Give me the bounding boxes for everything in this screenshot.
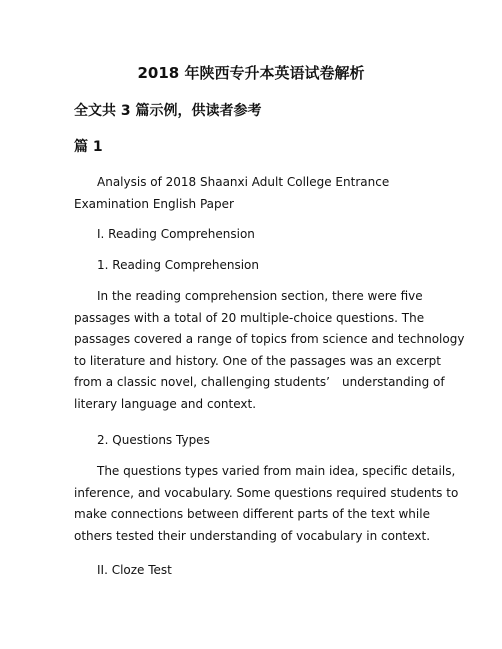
paragraph-line: Analysis of 2018 Shaanxi Adult College Entrance bbox=[97, 175, 390, 189]
reading-paragraph bbox=[74, 286, 465, 415]
heading-reading-comprehension: I. Reading Comprehension bbox=[97, 227, 255, 241]
paragraph-line: passages covered a range of topics from science and technology bbox=[74, 332, 465, 346]
subheading-reading-comprehension: 1. Reading Comprehension bbox=[97, 258, 259, 272]
paragraph-line: passages with a total of 20 multiple-choice questions. The bbox=[74, 310, 425, 325]
paragraph-line: make connections between different parts of the text while bbox=[74, 507, 430, 521]
subheading-question-types: 2. Questions Types bbox=[97, 433, 210, 447]
question-types-paragraph bbox=[74, 461, 459, 547]
paragraph-line: inference, and vocabulary. Some questions required students to bbox=[74, 485, 459, 500]
section-heading: 篇 1 bbox=[74, 139, 103, 155]
paragraph-line: to literature and history. One of the passages was an excerpt bbox=[74, 353, 442, 368]
paragraph-line: The questions types varied from main idea, specific details, bbox=[97, 464, 456, 478]
document-subtitle: 全文共 3 篇示例，供读者参考 bbox=[74, 103, 262, 119]
paragraph-line: Examination English Paper bbox=[74, 196, 234, 211]
paragraph-line: from a classic novel, challenging students’ understanding of bbox=[74, 375, 445, 389]
paragraph-line: literary language and context. bbox=[74, 396, 257, 411]
document-title: 2018 年陕西专升本英语试卷解析 bbox=[137, 64, 365, 82]
heading-cloze-test: II. Cloze Test bbox=[97, 563, 172, 577]
paragraph-line: In the reading comprehension section, there were five bbox=[97, 289, 423, 303]
paragraph-line: others tested their understanding of vocabulary in context. bbox=[74, 528, 431, 543]
intro-paragraph bbox=[74, 172, 434, 215]
